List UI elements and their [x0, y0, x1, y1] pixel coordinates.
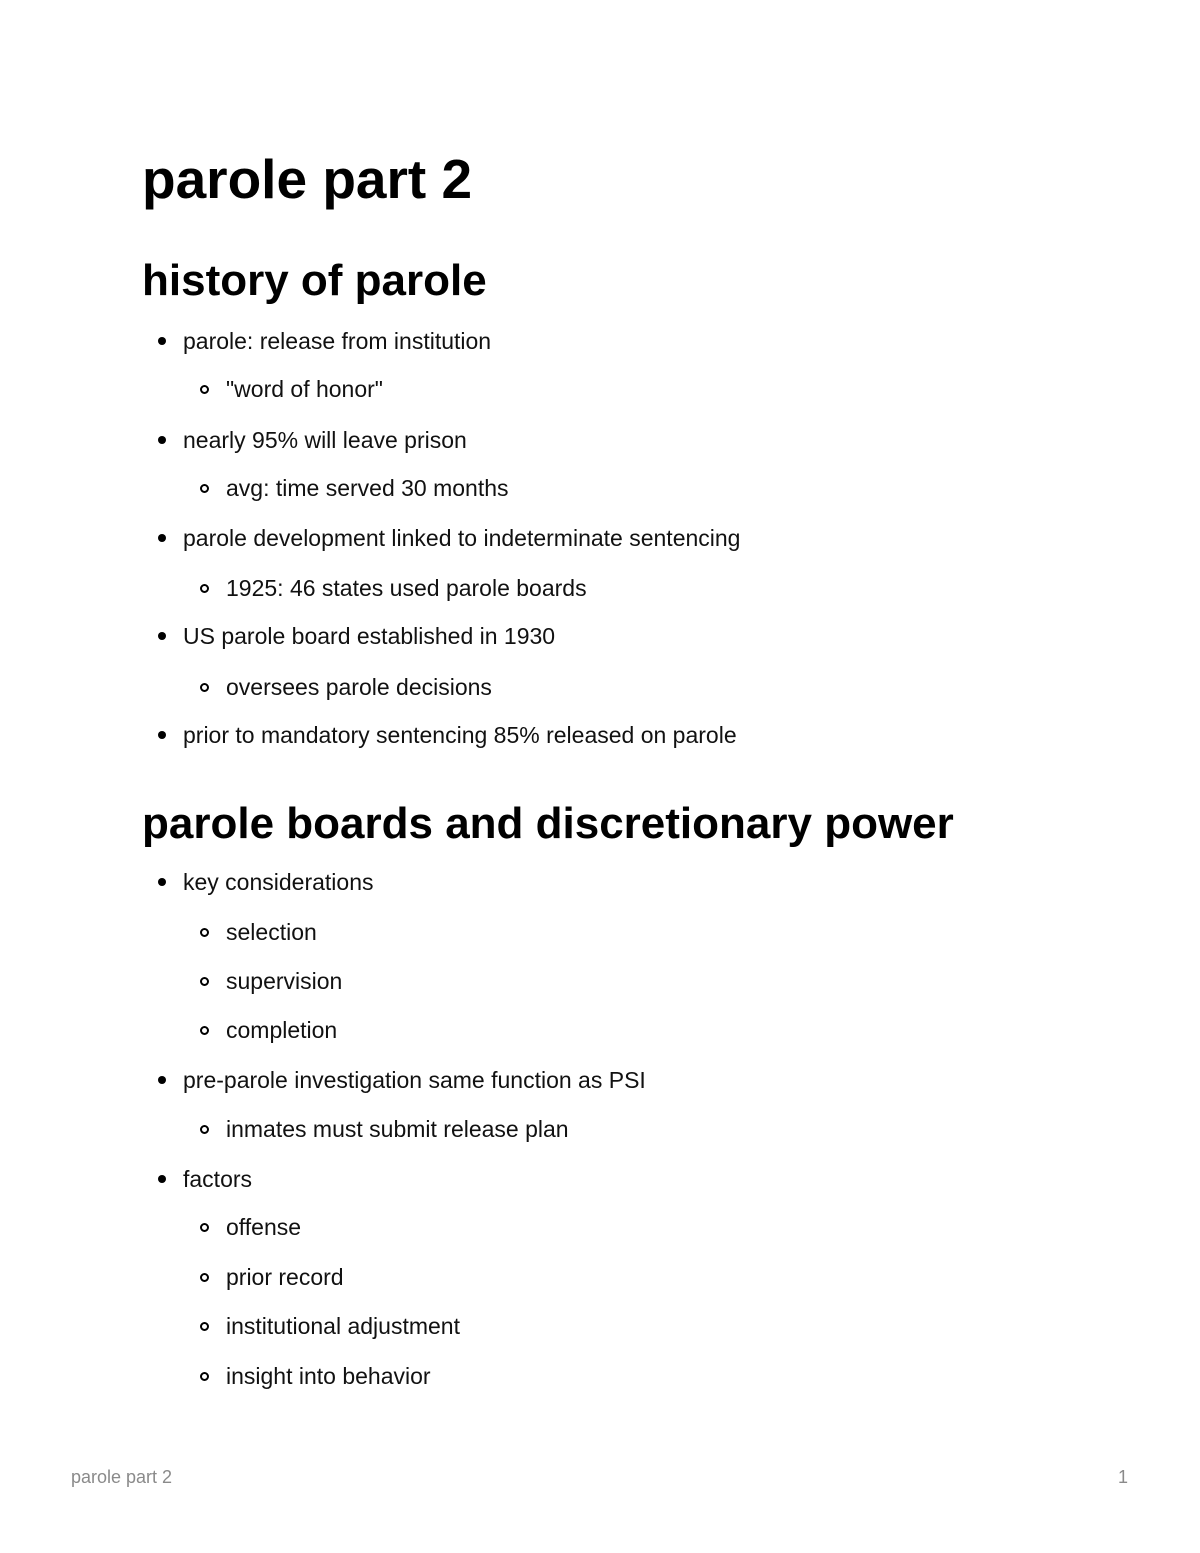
page-title: parole part 2	[142, 148, 473, 210]
circle-bullet-icon	[200, 1372, 209, 1381]
section-heading-parole-boards: parole boards and discretionary power	[142, 799, 954, 848]
list-item	[183, 720, 737, 750]
sub-list-item	[226, 1311, 460, 1341]
circle-bullet-icon	[200, 385, 209, 394]
sub-list-item-text: insight into behavior	[226, 1363, 431, 1389]
circle-bullet-icon	[200, 1273, 209, 1282]
circle-bullet-icon	[200, 1322, 209, 1331]
sub-list-item	[226, 1114, 569, 1144]
section-heading-history: history of parole	[142, 256, 487, 305]
circle-bullet-icon	[200, 1223, 209, 1232]
circle-bullet-icon	[200, 1026, 209, 1035]
disc-bullet-icon	[158, 731, 166, 739]
circle-bullet-icon	[200, 683, 209, 692]
sub-list-item-text: avg: time served 30 months	[226, 475, 509, 501]
sub-list-item-text: oversees parole decisions	[226, 674, 492, 700]
sub-list-item	[226, 573, 587, 603]
list-item	[183, 1065, 646, 1095]
disc-bullet-icon	[158, 436, 166, 444]
sub-list-item	[226, 374, 383, 404]
sub-list-item-text: offense	[226, 1214, 302, 1240]
list-item-text: key considerations	[183, 869, 374, 895]
sub-list-item-text: inmates must submit release plan	[226, 1116, 569, 1142]
disc-bullet-icon	[158, 337, 166, 345]
sub-list-item	[226, 1212, 301, 1242]
sub-list-item-text: supervision	[226, 968, 343, 994]
list-item-text: nearly 95% will leave prison	[183, 427, 467, 453]
disc-bullet-icon	[158, 632, 166, 640]
disc-bullet-icon	[158, 1076, 166, 1084]
sub-list-item	[226, 672, 492, 702]
sub-list-item	[226, 1361, 431, 1391]
sub-list-item-text: prior record	[226, 1264, 344, 1290]
footer-page-number: 1	[1117, 1467, 1128, 1487]
sub-list-item	[226, 473, 509, 503]
sub-list-item	[226, 1015, 337, 1045]
sub-list-item-text: institutional adjustment	[226, 1313, 460, 1339]
list-item	[183, 326, 491, 356]
list-item-text: pre-parole investigation same function as PSI	[183, 1067, 646, 1093]
list-item-text: parole development linked to indeterminate sentencing	[183, 525, 741, 551]
footer-document-title: parole part 2	[71, 1467, 173, 1487]
sub-list-item	[226, 917, 317, 947]
disc-bullet-icon	[158, 1175, 166, 1183]
disc-bullet-icon	[158, 878, 166, 886]
list-item	[183, 621, 555, 651]
sub-list-item	[226, 966, 342, 996]
sub-list-item-text: "word of honor"	[226, 376, 383, 402]
list-item	[183, 1164, 252, 1194]
circle-bullet-icon	[200, 584, 209, 593]
sub-list-item-text: selection	[226, 919, 317, 945]
list-item	[183, 867, 374, 897]
sub-list-item-text: 1925: 46 states used parole boards	[226, 575, 587, 601]
list-item-text: factors	[183, 1166, 253, 1192]
circle-bullet-icon	[200, 928, 209, 937]
sub-list-item-text: completion	[226, 1017, 338, 1043]
list-item-text: US parole board established in 1930	[183, 623, 556, 649]
sub-list-item	[226, 1262, 344, 1292]
circle-bullet-icon	[200, 977, 209, 986]
circle-bullet-icon	[200, 484, 209, 493]
list-item-text: prior to mandatory sentencing 85% released on parole	[183, 722, 737, 748]
list-item	[183, 523, 740, 553]
list-item	[183, 425, 467, 455]
list-item-text: parole: release from institution	[183, 328, 492, 354]
circle-bullet-icon	[200, 1125, 209, 1134]
disc-bullet-icon	[158, 534, 166, 542]
